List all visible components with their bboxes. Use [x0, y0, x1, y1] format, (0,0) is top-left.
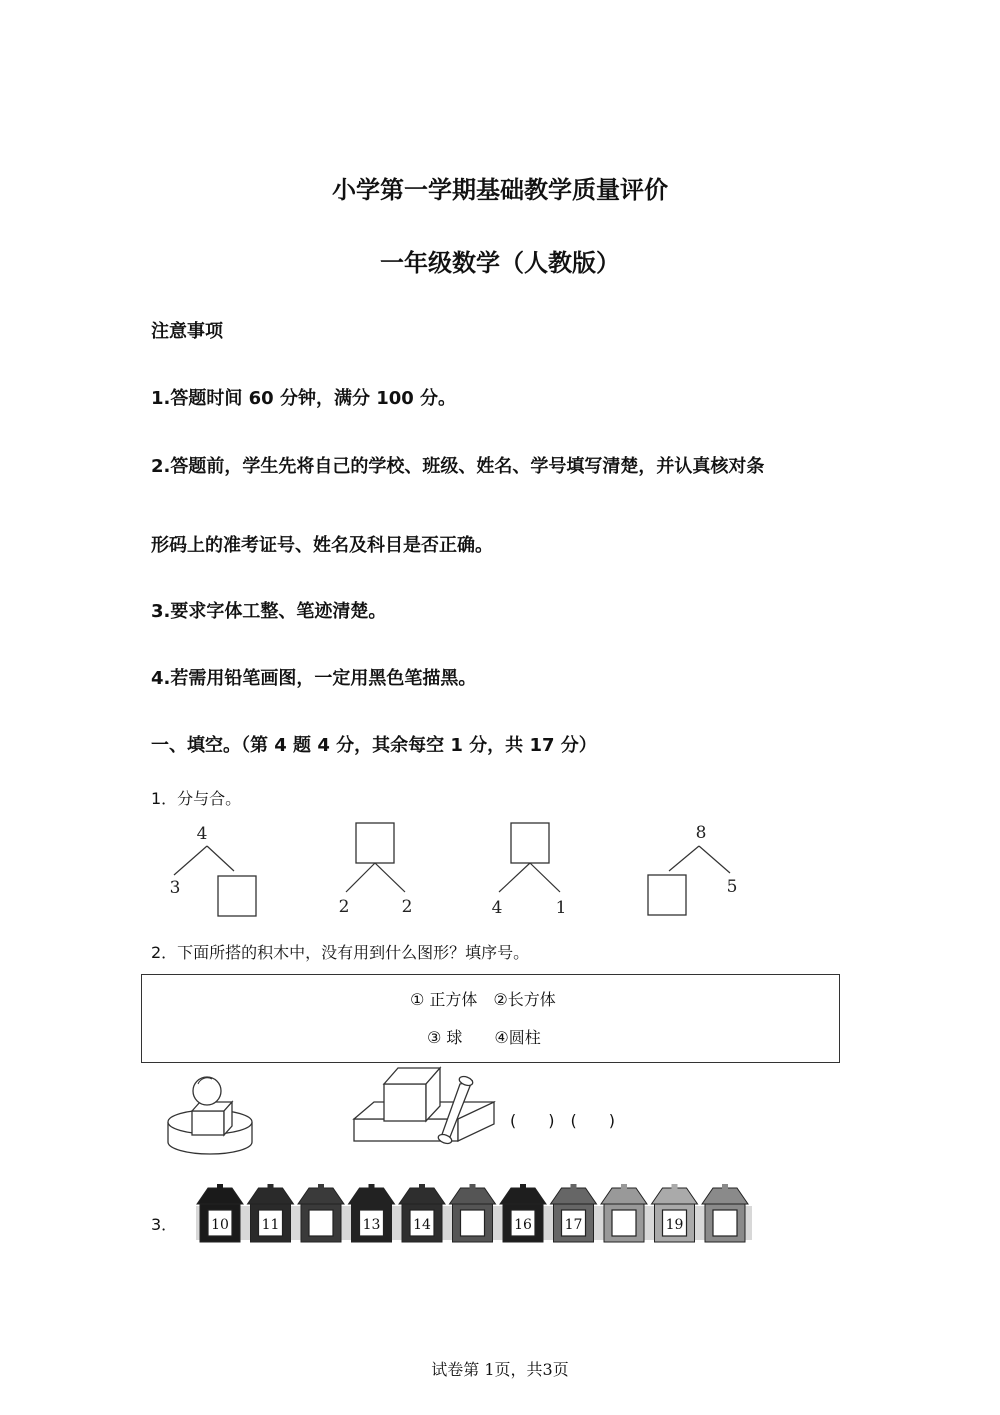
house-blank-plate[interactable] [461, 1210, 485, 1236]
page-number: 试卷第 1页，共3页 [431, 1360, 569, 1379]
house-number: 19 [665, 1217, 684, 1233]
tree-2-left: 2 [338, 897, 350, 917]
house-blank-plate[interactable] [713, 1210, 737, 1236]
house-chimney [318, 1184, 324, 1190]
tree-4-top: 8 [695, 823, 707, 843]
number-tree-2 [339, 823, 413, 917]
notes-heading: 注意事项 [151, 321, 223, 342]
house-roof [248, 1188, 294, 1204]
house [197, 1184, 243, 1242]
house-roof [551, 1188, 597, 1204]
house-roof [197, 1188, 243, 1204]
house [248, 1184, 294, 1242]
house-roof [298, 1188, 344, 1204]
house-blank-plate[interactable] [612, 1210, 636, 1236]
shape-options-box [141, 974, 840, 1063]
answer-box[interactable] [218, 876, 256, 916]
house [298, 1184, 344, 1242]
block-figure-1 [168, 1077, 252, 1154]
house-roof [349, 1188, 395, 1204]
house-roof [399, 1188, 445, 1204]
house-blank-plate[interactable] [309, 1210, 333, 1236]
house [551, 1184, 597, 1242]
house-chimney [722, 1184, 728, 1190]
number-tree-3 [492, 823, 567, 918]
question-3-label: 3． [151, 1215, 178, 1234]
number-tree-4 [648, 823, 737, 915]
house-number: 11 [261, 1217, 280, 1233]
paper-subtitle: 一年级数学（人教版） [380, 249, 620, 277]
house-chimney [369, 1184, 375, 1190]
answer-box[interactable] [511, 823, 549, 863]
house-number: 13 [362, 1217, 381, 1233]
options-row-2: ③ 球 ④圆柱 [427, 1028, 541, 1047]
answer-box[interactable] [648, 875, 686, 915]
options-row-1: ① 正方体 ②长方体 [410, 990, 556, 1009]
house-chimney [621, 1184, 627, 1190]
tree-2-right: 2 [401, 897, 413, 917]
question-1-label: 1．分与合。 [151, 789, 242, 808]
answer-box[interactable] [356, 823, 394, 863]
note-item-2-part2: 形码上的准考证号、姓名及科目是否正确。 [151, 535, 493, 556]
split-combine-diagrams [150, 815, 770, 925]
tree-3-left: 4 [491, 898, 503, 918]
house-chimney [217, 1184, 223, 1190]
house-number: 14 [413, 1217, 431, 1233]
question-2-label: 2．下面所搭的积木中，没有用到什么图形？填序号。 [151, 943, 530, 962]
tree-1-top: 4 [196, 824, 208, 844]
note-item-4: 4.若需用铅笔画图，一定用黑色笔描黑。 [151, 668, 477, 689]
note-item-3: 3.要求字体工整、笔迹清楚。 [151, 601, 387, 622]
house-roof [450, 1188, 496, 1204]
numbered-houses-row [196, 1184, 756, 1246]
number-tree-1 [170, 824, 256, 916]
note-item-1: 1.答题时间 60 分钟，满分 100 分。 [151, 388, 457, 409]
paper-title: 小学第一学期基础教学质量评价 [332, 176, 668, 204]
tree-3-right: 1 [555, 898, 567, 918]
house-number: 17 [564, 1217, 583, 1233]
house [601, 1184, 647, 1242]
house-chimney [672, 1184, 678, 1190]
house [702, 1184, 748, 1242]
house-roof [601, 1188, 647, 1204]
house [349, 1184, 395, 1242]
house-roof [652, 1188, 698, 1204]
house-chimney [571, 1184, 577, 1190]
block-drawings [160, 1064, 505, 1164]
house [399, 1184, 445, 1242]
house-number: 16 [514, 1217, 532, 1233]
house [652, 1184, 698, 1242]
house [450, 1184, 496, 1242]
house-chimney [419, 1184, 425, 1190]
house [500, 1184, 546, 1242]
tree-1-left: 3 [169, 878, 181, 898]
block-figure-2 [354, 1068, 494, 1145]
house-chimney [470, 1184, 476, 1190]
house-roof [702, 1188, 748, 1204]
note-item-2-part1: 2.答题前，学生先将自己的学校、班级、姓名、学号填写清楚，并认真核对条 [151, 456, 765, 477]
house-number: 10 [211, 1217, 229, 1233]
tree-4-right: 5 [726, 877, 738, 897]
house-chimney [268, 1184, 274, 1190]
house-chimney [520, 1184, 526, 1190]
answer-blanks[interactable]: ( ) ( ) [510, 1111, 615, 1130]
section-1-heading: 一、填空。（第 4 题 4 分，其余每空 1 分，共 17 分） [151, 735, 597, 756]
house-roof [500, 1188, 546, 1204]
